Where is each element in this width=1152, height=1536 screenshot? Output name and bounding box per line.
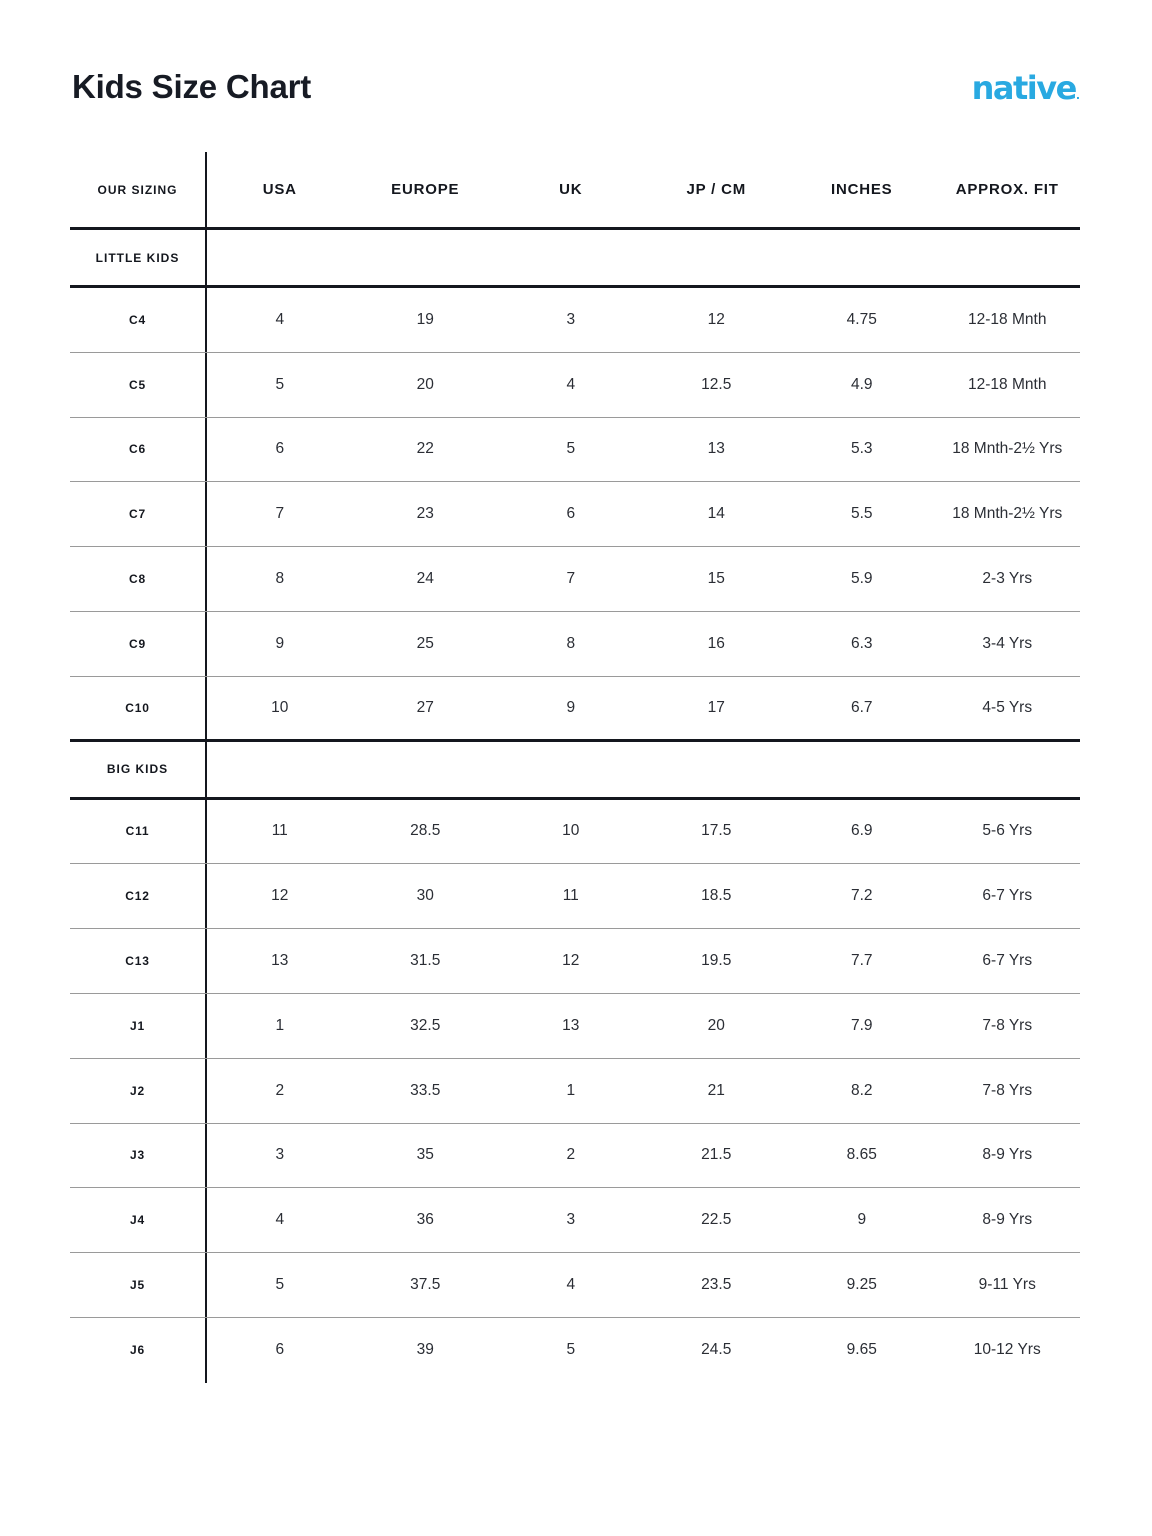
- usa-value: 5: [275, 1276, 285, 1294]
- column-header-usa: [207, 152, 353, 227]
- section-spacer: [207, 230, 1080, 285]
- cell-usa: [207, 929, 353, 993]
- jp-cm-value: 24.5: [701, 1341, 732, 1359]
- size-code: C9: [129, 636, 146, 651]
- usa-value: 10: [271, 698, 289, 716]
- cell-usa: [207, 677, 353, 739]
- usa-value: 11: [271, 822, 288, 840]
- cell-inches: [789, 864, 935, 928]
- cell-our-sizing: [70, 418, 207, 482]
- cell-usa: [207, 353, 353, 417]
- cell-europe: [353, 418, 499, 482]
- cell-usa: [207, 1318, 353, 1383]
- inches-value: 4.9: [850, 375, 873, 393]
- approx-fit-value: 12-18 Mnth: [968, 375, 1047, 393]
- europe-value: 24: [416, 570, 434, 588]
- europe-value: 31.5: [410, 952, 441, 970]
- table-row-c6: [70, 418, 1080, 483]
- approx-fit-value: 18 Mnth-2½ Yrs: [952, 505, 1063, 523]
- usa-value: 6: [275, 1341, 285, 1359]
- uk-value: 7: [566, 570, 576, 588]
- cell-jp-cm: [644, 864, 790, 928]
- cell-uk: [498, 1059, 644, 1123]
- inches-value: 5.5: [850, 505, 873, 523]
- cell-jp-cm: [644, 418, 790, 482]
- cell-uk: [498, 353, 644, 417]
- cell-our-sizing: [70, 994, 207, 1058]
- jp-cm-value: 15: [707, 570, 725, 588]
- cell-inches: [789, 1253, 935, 1317]
- cell-approx-fit: [935, 418, 1081, 482]
- cell-approx-fit: [935, 677, 1081, 739]
- native-logo: [971, 68, 1080, 107]
- jp-cm-value: 21.5: [701, 1146, 732, 1164]
- uk-value: 9: [566, 698, 576, 716]
- cell-approx-fit: [935, 1059, 1081, 1123]
- cell-uk: [498, 677, 644, 739]
- inches-value: 7.2: [850, 887, 873, 905]
- cell-jp-cm: [644, 1253, 790, 1317]
- approx-fit-value: 18 Mnth-2½ Yrs: [952, 440, 1063, 458]
- cell-uk: [498, 482, 644, 546]
- cell-uk: [498, 1253, 644, 1317]
- cell-usa: [207, 864, 353, 928]
- cell-jp-cm: [644, 288, 790, 352]
- cell-inches: [789, 994, 935, 1058]
- cell-our-sizing: [70, 864, 207, 928]
- table-row-j4: [70, 1188, 1080, 1253]
- section-label: BIG KIDS: [106, 762, 169, 777]
- uk-value: 11: [562, 887, 579, 905]
- usa-value: 4: [275, 310, 285, 328]
- cell-inches: [789, 1188, 935, 1252]
- cell-uk: [498, 612, 644, 676]
- section-row-big-kids: [70, 742, 1080, 800]
- jp-cm-value: 17: [707, 698, 725, 716]
- cell-europe: [353, 994, 499, 1058]
- cell-approx-fit: [935, 929, 1081, 993]
- table-row-c11: [70, 800, 1080, 865]
- table-row-c9: [70, 612, 1080, 677]
- size-code: C4: [129, 312, 146, 327]
- uk-value: 6: [566, 505, 576, 523]
- section-label-cell: [70, 742, 207, 797]
- cell-approx-fit: [935, 1318, 1081, 1383]
- cell-usa: [207, 482, 353, 546]
- cell-europe: [353, 353, 499, 417]
- cell-our-sizing: [70, 1124, 207, 1188]
- usa-value: 8: [275, 570, 285, 588]
- cell-inches: [789, 800, 935, 864]
- section-row-little-kids: [70, 230, 1080, 288]
- cell-inches: [789, 1318, 935, 1383]
- europe-value: 32.5: [410, 1016, 441, 1034]
- column-header-label: USA: [262, 181, 297, 198]
- inches-value: 7.7: [850, 952, 873, 970]
- size-code: C5: [129, 377, 146, 392]
- uk-value: 5: [566, 440, 576, 458]
- cell-inches: [789, 1059, 935, 1123]
- approx-fit-value: 6-7 Yrs: [982, 952, 1033, 970]
- table-row-j5: [70, 1253, 1080, 1318]
- approx-fit-value: 7-8 Yrs: [982, 1081, 1033, 1099]
- table-header-row: [70, 152, 1080, 230]
- size-code: C6: [129, 442, 146, 457]
- cell-europe: [353, 1059, 499, 1123]
- uk-value: 4: [566, 375, 576, 393]
- cell-jp-cm: [644, 800, 790, 864]
- approx-fit-value: 6-7 Yrs: [982, 887, 1033, 905]
- cell-our-sizing: [70, 547, 207, 611]
- cell-jp-cm: [644, 1188, 790, 1252]
- column-header-label: APPROX. FIT: [955, 181, 1059, 198]
- jp-cm-value: 19.5: [701, 952, 732, 970]
- inches-value: 8.65: [846, 1146, 877, 1164]
- size-code: C11: [125, 824, 150, 839]
- cell-uk: [498, 929, 644, 993]
- cell-inches: [789, 288, 935, 352]
- cell-approx-fit: [935, 864, 1081, 928]
- cell-usa: [207, 612, 353, 676]
- column-header-label: UK: [559, 181, 583, 198]
- uk-value: 8: [566, 634, 576, 652]
- column-header-approx-fit: [935, 152, 1081, 227]
- usa-value: 1: [275, 1016, 285, 1034]
- uk-value: 1: [566, 1081, 576, 1099]
- cell-approx-fit: [935, 612, 1081, 676]
- cell-inches: [789, 677, 935, 739]
- jp-cm-value: 18.5: [701, 887, 732, 905]
- table-row-j1: [70, 994, 1080, 1059]
- cell-europe: [353, 288, 499, 352]
- table-row-c8: [70, 547, 1080, 612]
- cell-uk: [498, 547, 644, 611]
- cell-inches: [789, 612, 935, 676]
- cell-usa: [207, 1253, 353, 1317]
- jp-cm-value: 17.5: [701, 822, 732, 840]
- size-table: [70, 152, 1080, 1383]
- uk-value: 10: [562, 822, 580, 840]
- cell-our-sizing: [70, 482, 207, 546]
- cell-europe: [353, 547, 499, 611]
- jp-cm-value: 14: [707, 505, 725, 523]
- cell-uk: [498, 418, 644, 482]
- europe-value: 23: [416, 505, 434, 523]
- cell-uk: [498, 1188, 644, 1252]
- table-row-c4: [70, 288, 1080, 353]
- cell-inches: [789, 1124, 935, 1188]
- jp-cm-value: 12: [707, 310, 725, 328]
- cell-inches: [789, 929, 935, 993]
- cell-inches: [789, 482, 935, 546]
- cell-inches: [789, 547, 935, 611]
- cell-usa: [207, 288, 353, 352]
- cell-jp-cm: [644, 677, 790, 739]
- cell-jp-cm: [644, 482, 790, 546]
- cell-europe: [353, 1253, 499, 1317]
- cell-jp-cm: [644, 1059, 790, 1123]
- cell-europe: [353, 677, 499, 739]
- europe-value: 27: [416, 698, 434, 716]
- cell-jp-cm: [644, 353, 790, 417]
- size-code: C8: [129, 572, 146, 587]
- europe-value: 28.5: [410, 822, 441, 840]
- cell-usa: [207, 547, 353, 611]
- approx-fit-value: 8-9 Yrs: [982, 1146, 1033, 1164]
- cell-our-sizing: [70, 800, 207, 864]
- usa-value: 2: [275, 1081, 285, 1099]
- europe-value: 20: [416, 375, 434, 393]
- cell-jp-cm: [644, 612, 790, 676]
- approx-fit-value: 8-9 Yrs: [982, 1211, 1033, 1229]
- table-row-j2: [70, 1059, 1080, 1124]
- inches-value: 9: [857, 1211, 867, 1229]
- table-row-c13: [70, 929, 1080, 994]
- column-header-uk: [498, 152, 644, 227]
- cell-europe: [353, 864, 499, 928]
- usa-value: 9: [275, 634, 285, 652]
- column-header-jp-cm: [644, 152, 790, 227]
- inches-value: 6.3: [850, 634, 873, 652]
- cell-europe: [353, 800, 499, 864]
- inches-value: 8.2: [850, 1081, 873, 1099]
- cell-uk: [498, 800, 644, 864]
- jp-cm-value: 22.5: [701, 1211, 732, 1229]
- native-logo-text: native: [971, 69, 1076, 107]
- approx-fit-value: 4-5 Yrs: [982, 698, 1033, 716]
- column-header-label: EUROPE: [391, 181, 460, 198]
- cell-usa: [207, 1188, 353, 1252]
- size-code: J5: [130, 1278, 145, 1293]
- column-header-our-sizing: [70, 152, 207, 227]
- europe-value: 36: [416, 1211, 434, 1229]
- jp-cm-value: 12.5: [701, 375, 732, 393]
- trademark-dot: .: [1075, 89, 1080, 102]
- section-spacer: [207, 742, 1080, 797]
- usa-value: 13: [271, 952, 289, 970]
- cell-approx-fit: [935, 482, 1081, 546]
- cell-approx-fit: [935, 288, 1081, 352]
- uk-value: 13: [562, 1016, 580, 1034]
- column-header-inches: [789, 152, 935, 227]
- uk-value: 12: [562, 952, 580, 970]
- cell-our-sizing: [70, 1253, 207, 1317]
- approx-fit-value: 12-18 Mnth: [968, 310, 1047, 328]
- europe-value: 25: [416, 634, 434, 652]
- europe-value: 39: [416, 1341, 434, 1359]
- column-header-label: JP / CM: [686, 181, 746, 198]
- usa-value: 6: [275, 440, 285, 458]
- cell-usa: [207, 994, 353, 1058]
- section-label-cell: [70, 230, 207, 285]
- cell-uk: [498, 288, 644, 352]
- size-code: C10: [125, 700, 150, 715]
- table-row-j6: [70, 1318, 1080, 1383]
- table-row-c5: [70, 353, 1080, 418]
- cell-usa: [207, 1124, 353, 1188]
- jp-cm-value: 13: [707, 440, 725, 458]
- cell-jp-cm: [644, 547, 790, 611]
- column-header-label: OUR SIZING: [97, 182, 178, 197]
- table-row-c7: [70, 482, 1080, 547]
- inches-value: 4.75: [846, 310, 877, 328]
- cell-our-sizing: [70, 612, 207, 676]
- usa-value: 3: [275, 1146, 285, 1164]
- approx-fit-value: 10-12 Yrs: [973, 1341, 1041, 1359]
- approx-fit-value: 3-4 Yrs: [982, 634, 1033, 652]
- cell-usa: [207, 418, 353, 482]
- approx-fit-value: 5-6 Yrs: [982, 822, 1033, 840]
- approx-fit-value: 7-8 Yrs: [982, 1016, 1033, 1034]
- uk-value: 4: [566, 1276, 576, 1294]
- size-code: J1: [130, 1018, 145, 1033]
- uk-value: 3: [566, 310, 576, 328]
- europe-value: 19: [416, 310, 434, 328]
- cell-europe: [353, 1318, 499, 1383]
- cell-our-sizing: [70, 353, 207, 417]
- usa-value: 4: [275, 1211, 285, 1229]
- inches-value: 7.9: [850, 1016, 873, 1034]
- cell-approx-fit: [935, 800, 1081, 864]
- jp-cm-value: 23.5: [701, 1276, 732, 1294]
- europe-value: 30: [416, 887, 434, 905]
- uk-value: 2: [566, 1146, 576, 1164]
- inches-value: 9.65: [846, 1341, 877, 1359]
- jp-cm-value: 21: [707, 1081, 725, 1099]
- column-header-europe: [353, 152, 499, 227]
- uk-value: 3: [566, 1211, 576, 1229]
- cell-jp-cm: [644, 1124, 790, 1188]
- cell-our-sizing: [70, 1318, 207, 1383]
- approx-fit-value: 9-11 Yrs: [978, 1276, 1036, 1294]
- cell-jp-cm: [644, 1318, 790, 1383]
- table-row-j3: [70, 1124, 1080, 1189]
- cell-jp-cm: [644, 994, 790, 1058]
- size-code: C12: [125, 889, 150, 904]
- europe-value: 33.5: [410, 1081, 441, 1099]
- europe-value: 22: [416, 440, 434, 458]
- cell-uk: [498, 864, 644, 928]
- cell-europe: [353, 482, 499, 546]
- size-table-body: [70, 230, 1080, 1383]
- usa-value: 5: [275, 375, 285, 393]
- cell-our-sizing: [70, 929, 207, 993]
- cell-jp-cm: [644, 929, 790, 993]
- column-header-label: INCHES: [831, 181, 893, 198]
- cell-usa: [207, 1059, 353, 1123]
- cell-uk: [498, 1318, 644, 1383]
- cell-approx-fit: [935, 547, 1081, 611]
- size-code: J2: [130, 1083, 145, 1098]
- table-row-c12: [70, 864, 1080, 929]
- inches-value: 6.9: [850, 822, 873, 840]
- cell-our-sizing: [70, 288, 207, 352]
- inches-value: 5.3: [850, 440, 873, 458]
- jp-cm-value: 16: [707, 634, 725, 652]
- cell-uk: [498, 1124, 644, 1188]
- cell-approx-fit: [935, 353, 1081, 417]
- cell-our-sizing: [70, 677, 207, 739]
- size-code: C13: [125, 954, 150, 969]
- europe-value: 37.5: [410, 1276, 441, 1294]
- cell-usa: [207, 800, 353, 864]
- page-header: [72, 68, 1080, 106]
- size-code: C7: [129, 507, 146, 522]
- inches-value: 5.9: [850, 570, 873, 588]
- usa-value: 7: [275, 505, 285, 523]
- inches-value: 6.7: [850, 698, 873, 716]
- cell-inches: [789, 353, 935, 417]
- section-label: LITTLE KIDS: [95, 250, 180, 265]
- cell-approx-fit: [935, 994, 1081, 1058]
- cell-approx-fit: [935, 1188, 1081, 1252]
- cell-europe: [353, 612, 499, 676]
- cell-our-sizing: [70, 1059, 207, 1123]
- size-code: J6: [130, 1343, 145, 1358]
- cell-approx-fit: [935, 1124, 1081, 1188]
- uk-value: 5: [566, 1341, 576, 1359]
- cell-europe: [353, 1188, 499, 1252]
- cell-approx-fit: [935, 1253, 1081, 1317]
- page-title: Kids Size Chart: [72, 68, 312, 105]
- cell-europe: [353, 1124, 499, 1188]
- table-row-c10: [70, 677, 1080, 742]
- approx-fit-value: 2-3 Yrs: [982, 570, 1033, 588]
- europe-value: 35: [416, 1146, 434, 1164]
- inches-value: 9.25: [846, 1276, 877, 1294]
- jp-cm-value: 20: [707, 1016, 725, 1034]
- size-code: J4: [130, 1213, 145, 1228]
- cell-uk: [498, 994, 644, 1058]
- cell-europe: [353, 929, 499, 993]
- usa-value: 12: [271, 887, 289, 905]
- cell-our-sizing: [70, 1188, 207, 1252]
- size-code: J3: [130, 1148, 145, 1163]
- cell-inches: [789, 418, 935, 482]
